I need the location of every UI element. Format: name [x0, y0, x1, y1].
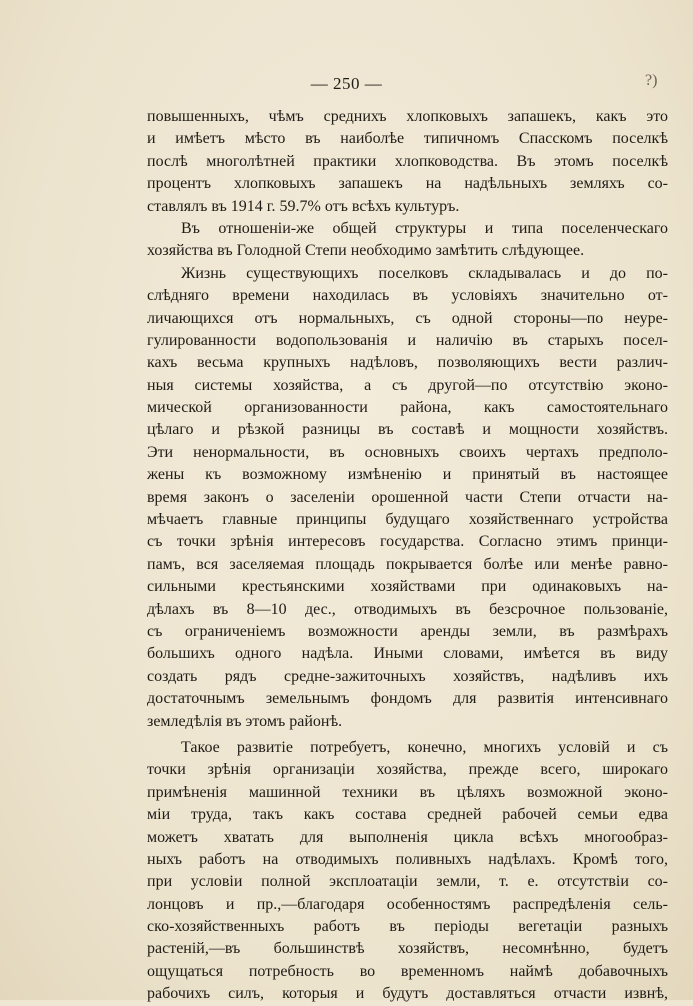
text-line: дѣлахъ въ 8—10 дес., отводимыхъ въ безсрочное пользованіе,	[147, 600, 668, 618]
paragraph-2	[147, 218, 668, 263]
text-line: ско-хозяйственныхъ работъ въ періоды вегетаціи разныхъ	[147, 918, 668, 936]
text-line: сильными крестьянскими хозяйствами при одинаковыхъ на-	[147, 578, 668, 596]
text-line: Такое развитіе потребуетъ, конечно, многихъ условій и съ	[181, 738, 668, 756]
text-line: жены къ возможному измѣненію и принятый въ настоящее	[147, 466, 668, 484]
text-line: и имѣетъ мѣсто въ наиболѣе типичномъ Спасскомъ поселкѣ	[147, 130, 668, 148]
text-line: рабочихъ силъ, которыя и будутъ доставляться отчасти извнѣ,	[147, 985, 668, 1003]
text-line: гулированности водопользованія и наличію въ старыхъ посел-	[147, 331, 668, 349]
text-line: ныя системы хозяйства, а съ другой—по отсутствію эконо-	[147, 376, 668, 394]
text-line: Эти ненормальности, въ основныхъ своихъ чертахъ предполо-	[147, 443, 668, 461]
text-line: повышенныхъ, чѣмъ среднихъ хлопковыхъ запашекъ, какъ это	[147, 108, 668, 125]
text-line: процентъ хлопковыхъ запашекъ на надѣльныхъ земляхъ со-	[147, 175, 668, 193]
text-line: земледѣлія въ этомъ районѣ.	[147, 712, 343, 730]
text-line: при условіи полной эксплоатаціи земли, т. е. отсутствіи со-	[147, 873, 668, 891]
text-line: ставлялъ въ 1914 г. 59.7% отъ всѣхъ культуръ.	[147, 197, 460, 215]
page-number: — 250 —	[310, 74, 383, 93]
text-line: точки зрѣнія организаціи хозяйства, прежде всего, широкаго	[147, 761, 668, 779]
text-line: ощущаться потребность во временномъ наймѣ добавочныхъ	[147, 962, 668, 980]
text-line: Жизнь существующихъ поселковъ складывалась и до по-	[181, 264, 668, 282]
text-line: мической организованности района, какъ самостоятельнаго	[147, 399, 668, 417]
text-line: слѣдняго времени находилась въ условіяхъ значительно от-	[147, 287, 668, 305]
text-line: растеній,—въ большинствѣ хозяйствъ, несомнѣнно, будетъ	[147, 940, 668, 958]
text-line: лонцовъ и пр.,—благодаря особенностямъ распредѣленія сель-	[147, 895, 668, 913]
text-line: съ ограниченіемъ возможности аренды земли, въ размѣрахъ	[147, 622, 668, 640]
text-line: хозяйства въ Голодной Степи необходимо замѣтить слѣдующее.	[147, 242, 585, 260]
text-line: время законъ о заселеніи орошенной части Степи отчасти на-	[147, 488, 668, 506]
text-line: достаточнымъ земельнымъ фондомъ для развитія интенсивнаго	[147, 690, 668, 708]
body-text	[147, 106, 668, 1006]
text-line: ныхъ работъ на отводимыхъ поливныхъ надѣлахъ. Кромѣ того,	[147, 850, 668, 868]
text-line: создать рядъ средне-зажиточныхъ хозяйствъ, надѣливъ ихъ	[147, 667, 668, 685]
text-line: кахъ весьма крупныхъ надѣловъ, позволяющихъ вести различ-	[147, 354, 668, 372]
text-line: примѣненія машинной техники въ цѣляхъ возможной эконо-	[147, 783, 668, 801]
text-line: міи труда, такъ какъ состава средней рабочей семьи едва	[147, 806, 668, 824]
text-line: Въ отношеніи-же общей структуры и типа поселенческаго	[181, 219, 668, 237]
text-line: цѣлаго и рѣзкой разницы въ составѣ и мощности хозяйствъ.	[147, 421, 668, 439]
paragraph-3	[147, 263, 668, 733]
corner-mark: ?)	[645, 72, 658, 89]
text-line: можетъ хватать для выполненія цикла всѣхъ многообраз-	[147, 828, 668, 846]
text-line: послѣ многолѣтней практики хлопководства. Въ этомъ поселкѣ	[147, 152, 668, 170]
text-line: съ точки зрѣнія интересовъ государства. Согласно этимъ принци-	[147, 533, 668, 551]
text-line: личающихся отъ нормальныхъ, съ одной стороны—по неуре-	[147, 309, 668, 327]
paragraph-1	[147, 106, 668, 218]
text-line: большихъ одного надѣла. Иными словами, имѣется въ виду	[147, 645, 668, 663]
paragraph-4	[147, 737, 668, 1006]
text-line: памъ, вся заселяемая площадь покрывается болѣе или менѣе равно-	[147, 555, 668, 573]
text-line: мѣчаетъ главные принципы будущаго хозяйственнаго устройства	[147, 511, 668, 529]
